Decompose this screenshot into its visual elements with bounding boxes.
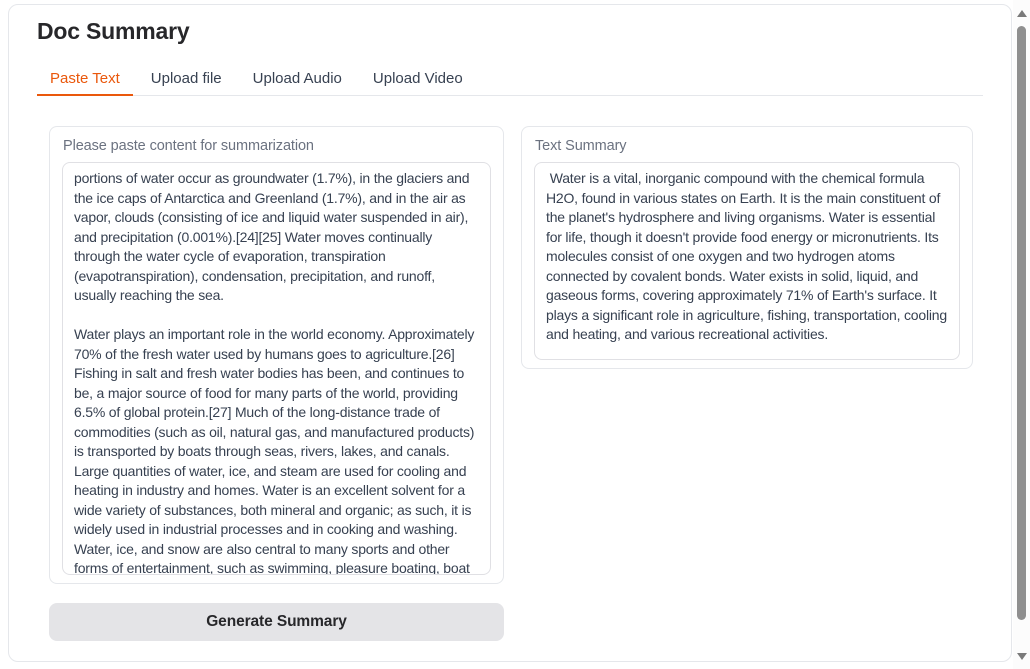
- scroll-up-icon[interactable]: [1013, 6, 1030, 20]
- tab-paste-text[interactable]: Paste Text: [37, 64, 133, 96]
- scrollbar-thumb[interactable]: [1017, 26, 1026, 620]
- page-title: Doc Summary: [37, 18, 190, 44]
- generate-summary-button[interactable]: Generate Summary: [49, 603, 504, 641]
- tab-upload-audio[interactable]: Upload Audio: [252, 70, 342, 87]
- window-scrollbar[interactable]: [1013, 0, 1030, 669]
- paste-content-label: Please paste content for summarization: [63, 138, 314, 154]
- paste-content-panel: [49, 126, 504, 584]
- scroll-down-icon[interactable]: [1013, 649, 1030, 663]
- paste-content-textarea[interactable]: [62, 162, 491, 575]
- tab-upload-file[interactable]: Upload file: [150, 70, 222, 87]
- doc-summary-card: [8, 4, 1012, 662]
- text-summary-label: Text Summary: [535, 138, 627, 154]
- text-summary-textarea[interactable]: [534, 162, 960, 360]
- tab-upload-video[interactable]: Upload Video: [372, 70, 463, 87]
- text-summary-panel: [521, 126, 973, 369]
- tab-bar: [37, 64, 983, 96]
